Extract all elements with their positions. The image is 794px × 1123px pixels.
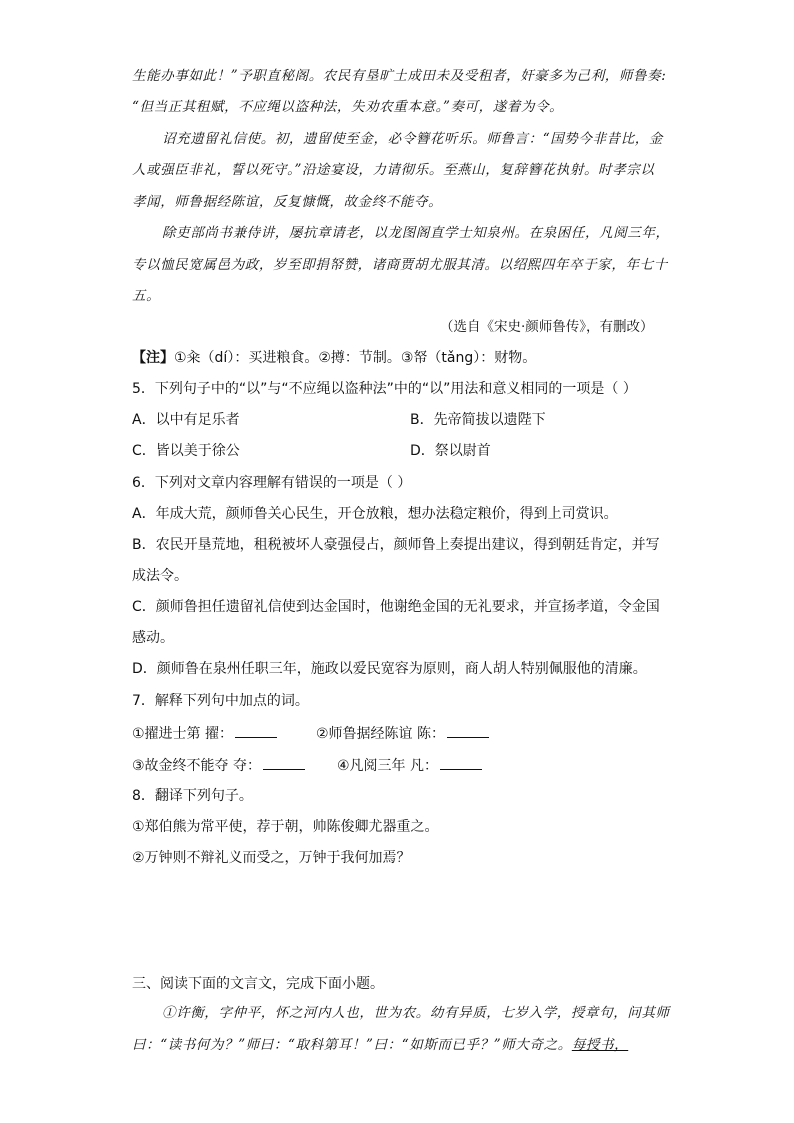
passage-line: 专以恤民宽属邑为政，岁至即捐帑赞，诸商贾胡尤服其清。以绍熙四年卒于家，年七十	[132, 257, 668, 273]
passage-line: 五。	[132, 288, 161, 304]
passage-line: 人或强臣非礼，誓以死守。”沿途宴设，力请彻乐。至燕山，复辞簪花执射。时孝宗以	[132, 162, 655, 178]
q6-option-a[interactable]: A．年成大荒，颜师鲁关心民生，开仓放粮，想办法稳定粮价，得到上司赏识。	[132, 506, 618, 522]
section-3-passage-line	[132, 1037, 672, 1053]
q6-option-d[interactable]: D．颜师鲁在泉州任职三年，施政以爱民宽容为原则，商人胡人特别佩服他的清廉。	[132, 661, 647, 677]
q7-item-4	[337, 756, 482, 775]
q5-option-a[interactable]: A．以中有足乐者	[132, 412, 240, 428]
q7-item-1-text: ①擢进士第 擢：	[132, 726, 234, 742]
source-citation: （选自《宋史·颜师鲁传》，有删改）	[440, 319, 654, 335]
section-3-passage-line: ①许衡，字仲平，怀之河内人也，世为农。幼有异质，七岁入学，授章句，问其师	[162, 1005, 670, 1021]
answer-blank[interactable]	[447, 724, 489, 738]
passage-line: 生能办事如此！”予职直秘阁。农民有垦旷土成田未及受租者，奸豪多为己利，师鲁奏:	[132, 68, 667, 84]
passage-line: 诏充遗留礼信使。初，遗留使至金，必令簪花听乐。师鲁言：“国势今非昔比，金	[162, 131, 664, 147]
underlined-phrase: 每授书，	[571, 1037, 629, 1053]
q6-option-c[interactable]: C．颜师鲁担任遗留礼信使到达金国时，他谢绝金国的无礼要求，并宣扬孝道，令金国	[132, 599, 660, 615]
passage-line: “但当正其租赋，不应绳以盗种法，失劝农重本意。”奏可，遂着为令。	[132, 99, 564, 115]
q7-item-2-text: ②师鲁据经陈谊 陈：	[316, 726, 446, 742]
q5-option-d[interactable]: D．祭以尉首	[410, 443, 491, 459]
q6-option-b-cont: 成法令。	[132, 568, 188, 584]
q6-option-b[interactable]: B．农民开垦荒地，租税被坏人豪强侵占，颜师鲁上奏提出建议，得到朝廷肯定，并写	[132, 537, 660, 553]
q5-option-c[interactable]: C．皆以美于徐公	[132, 443, 240, 459]
q6-option-c-cont: 感动。	[132, 630, 174, 646]
section-3-passage-text: 曰：“读书何为？”师曰：“取科第耳！”曰：“如斯而已乎？”师大奇之。	[132, 1037, 572, 1053]
q5-option-b[interactable]: B．先帝简拔以遗陛下	[410, 412, 546, 428]
section-3-title: 三、阅读下面的文言文，完成下面小题。	[132, 976, 384, 992]
note-label: 【注】	[132, 350, 174, 366]
q8-sentence-2: ②万钟则不辩礼义而受之，万钟于我何加焉？	[132, 850, 411, 866]
passage-line: 孝闻，师鲁据经陈谊，反复慷慨，故金终不能夺。	[132, 194, 443, 210]
q7-item-4-text: ④凡阅三年 凡：	[337, 758, 439, 774]
q7-item-1	[132, 724, 277, 743]
question-5-stem: 5．下列句子中的“以”与“不应绳以盗种法”中的“以”用法和意义相同的一项是（ ）	[132, 381, 637, 397]
question-7-stem: 7．解释下列句中加点的词。	[132, 693, 309, 709]
passage-line: 除吏部尚书兼侍讲，屡抗章请老，以龙图阁直学士知泉州。在泉困任，凡阅三年，	[162, 225, 670, 241]
note-text: ①籴（dí）：买进粮食。②撙：节制。③帑（tǎng）：财物。	[174, 350, 537, 366]
question-8-stem: 8．翻译下列句子。	[132, 788, 253, 804]
question-6-stem: 6．下列对文章内容理解有错误的一项是（ ）	[132, 475, 412, 491]
q7-item-2	[316, 724, 489, 743]
answer-blank[interactable]	[440, 756, 482, 770]
q7-item-3	[132, 756, 305, 775]
annotation-note	[132, 349, 536, 367]
answer-blank[interactable]	[235, 724, 277, 738]
answer-blank[interactable]	[263, 756, 305, 770]
q8-sentence-1: ①郑伯熊为常平使，荐于朝，帅陈俊卿尤器重之。	[132, 819, 439, 835]
q7-item-3-text: ③故金终不能夺 夺：	[132, 758, 262, 774]
